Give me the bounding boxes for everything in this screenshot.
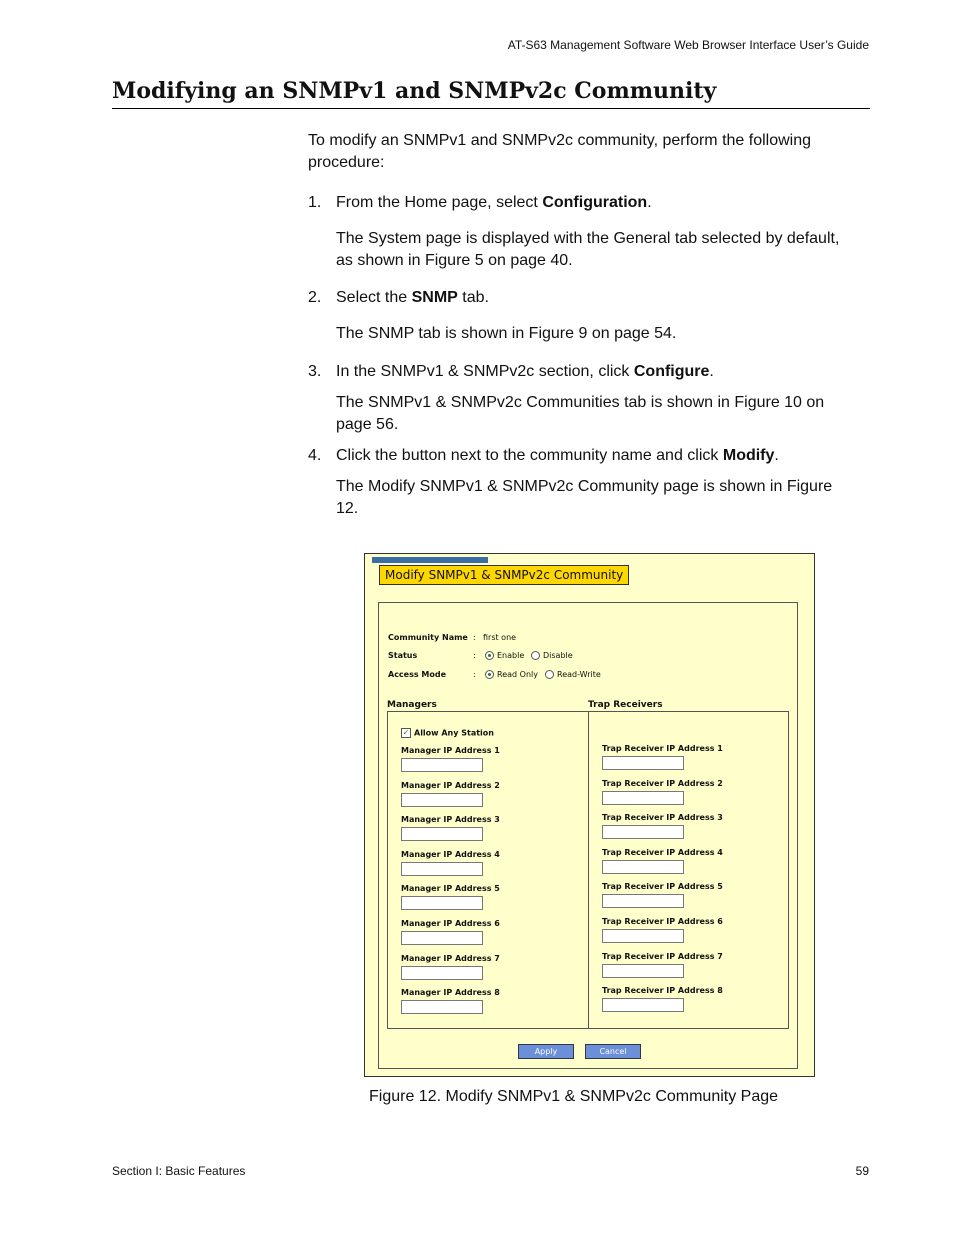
- tab-modify-community[interactable]: Modify SNMPv1 & SNMPv2c Community: [379, 565, 629, 585]
- trap-receiver-ip-input[interactable]: [602, 998, 684, 1012]
- apply-button[interactable]: Apply: [518, 1044, 574, 1059]
- step-number: 4.: [308, 447, 322, 464]
- colon: :: [473, 651, 476, 660]
- checkbox-checked-icon: ✓: [402, 728, 410, 737]
- intro-paragraph: To modify an SNMPv1 and SNMPv2c community, perform the following procedure:: [308, 132, 812, 171]
- radio-icon: [545, 670, 554, 679]
- footer-section: Section I: Basic Features: [112, 1164, 246, 1178]
- community-name-value: first one: [483, 633, 517, 642]
- manager-ip-label: Manager IP Address 1: [401, 746, 500, 755]
- manager-ip-input[interactable]: [401, 758, 483, 772]
- trap-receiver-ip-input[interactable]: [602, 756, 684, 770]
- page-number: 59: [855, 1164, 869, 1178]
- trap-receiver-ip-input[interactable]: [602, 825, 684, 839]
- manager-ip-input[interactable]: [401, 1000, 483, 1014]
- trap-receiver-ip-label: Trap Receiver IP Address 2: [602, 778, 723, 788]
- trap-receiver-ip-input[interactable]: [602, 929, 684, 943]
- trap-receiver-ip-input[interactable]: [602, 964, 684, 978]
- trap-receiver-ip-label: Trap Receiver IP Address 1: [602, 744, 723, 753]
- manager-ip-input[interactable]: [401, 966, 483, 980]
- form-panel: [378, 602, 798, 1069]
- manager-ip-label: Manager IP Address 5: [401, 884, 500, 894]
- manager-ip-input[interactable]: [401, 827, 483, 841]
- step-result: The SNMP tab is shown in Figure 9 on page 54.: [336, 325, 677, 342]
- step-number: 1.: [308, 194, 322, 211]
- trap-receivers-heading: Trap Receivers: [588, 700, 663, 710]
- radio-selected-icon: [485, 651, 494, 660]
- manager-ip-label: Manager IP Address 2: [401, 780, 500, 790]
- manager-ip-label: Manager IP Address 4: [401, 849, 500, 859]
- trap-receiver-ip-label: Trap Receiver IP Address 4: [602, 847, 723, 857]
- status-label: Status: [388, 651, 418, 660]
- cancel-button[interactable]: Cancel: [585, 1044, 641, 1059]
- manager-ip-label: Manager IP Address 8: [401, 988, 500, 998]
- step-result: The Modify SNMPv1 & SNMPv2c Community page is shown in Figure 12.: [336, 478, 833, 517]
- manager-ip-input[interactable]: [401, 793, 483, 807]
- trap-receiver-ip-label: Trap Receiver IP Address 6: [602, 917, 723, 926]
- colon: :: [473, 633, 476, 642]
- managers-heading: Managers: [387, 700, 437, 710]
- step-text: In the SNMPv1 & SNMPv2c section, click Configure.: [336, 363, 714, 380]
- access-read-only-radio[interactable]: Read Only: [485, 670, 538, 679]
- community-name-label: Community Name: [388, 633, 468, 642]
- allow-any-station-checkbox[interactable]: ✓ Allow Any Station: [402, 728, 494, 738]
- trap-receiver-ip-input[interactable]: [602, 860, 684, 874]
- section-title: Modifying an SNMPv1 and SNMPv2c Community: [112, 78, 870, 109]
- colon: :: [473, 670, 476, 679]
- trap-receiver-ip-label: Trap Receiver IP Address 8: [602, 986, 723, 996]
- trap-receiver-ip-label: Trap Receiver IP Address 3: [602, 813, 723, 823]
- tab-strip: [372, 557, 488, 563]
- step-text: Select the SNMP tab.: [336, 289, 489, 306]
- step-number: 2.: [308, 289, 322, 306]
- step-result: The SNMPv1 & SNMPv2c Communities tab is shown in Figure 10 on page 56.: [336, 394, 825, 433]
- access-mode-label: Access Mode: [388, 670, 447, 679]
- manager-ip-input[interactable]: [401, 862, 483, 876]
- manager-ip-label: Manager IP Address 6: [401, 919, 500, 928]
- status-enable-radio[interactable]: Enable: [485, 651, 524, 660]
- step-result: The System page is displayed with the General tab selected by default, as shown in Figure 5 on page 40.: [336, 230, 840, 269]
- access-read-write-radio[interactable]: Read-Write: [545, 670, 601, 679]
- manager-ip-label: Manager IP Address 3: [401, 815, 500, 825]
- column-divider: [588, 712, 589, 1028]
- manager-ip-input[interactable]: [401, 931, 483, 945]
- trap-receiver-ip-input[interactable]: [602, 791, 684, 805]
- radio-selected-icon: [485, 670, 494, 679]
- radio-icon: [531, 651, 540, 660]
- managers-traps-box: [387, 711, 789, 1029]
- manager-ip-label: Manager IP Address 7: [401, 953, 500, 963]
- screenshot-figure: [364, 553, 815, 1077]
- manager-ip-input[interactable]: [401, 896, 483, 910]
- trap-receiver-ip-input[interactable]: [602, 894, 684, 908]
- step-text: From the Home page, select Configuration.: [336, 194, 652, 211]
- step-number: 3.: [308, 363, 322, 380]
- step-text: Click the button next to the community name and click Modify.: [336, 447, 779, 464]
- figure-caption: Figure 12. Modify SNMPv1 & SNMPv2c Community Page: [369, 1088, 779, 1105]
- trap-receiver-ip-label: Trap Receiver IP Address 7: [602, 951, 723, 961]
- status-disable-radio[interactable]: Disable: [531, 651, 573, 660]
- running-header: AT-S63 Management Software Web Browser Interface User’s Guide: [507, 38, 869, 52]
- trap-receiver-ip-label: Trap Receiver IP Address 5: [602, 882, 723, 892]
